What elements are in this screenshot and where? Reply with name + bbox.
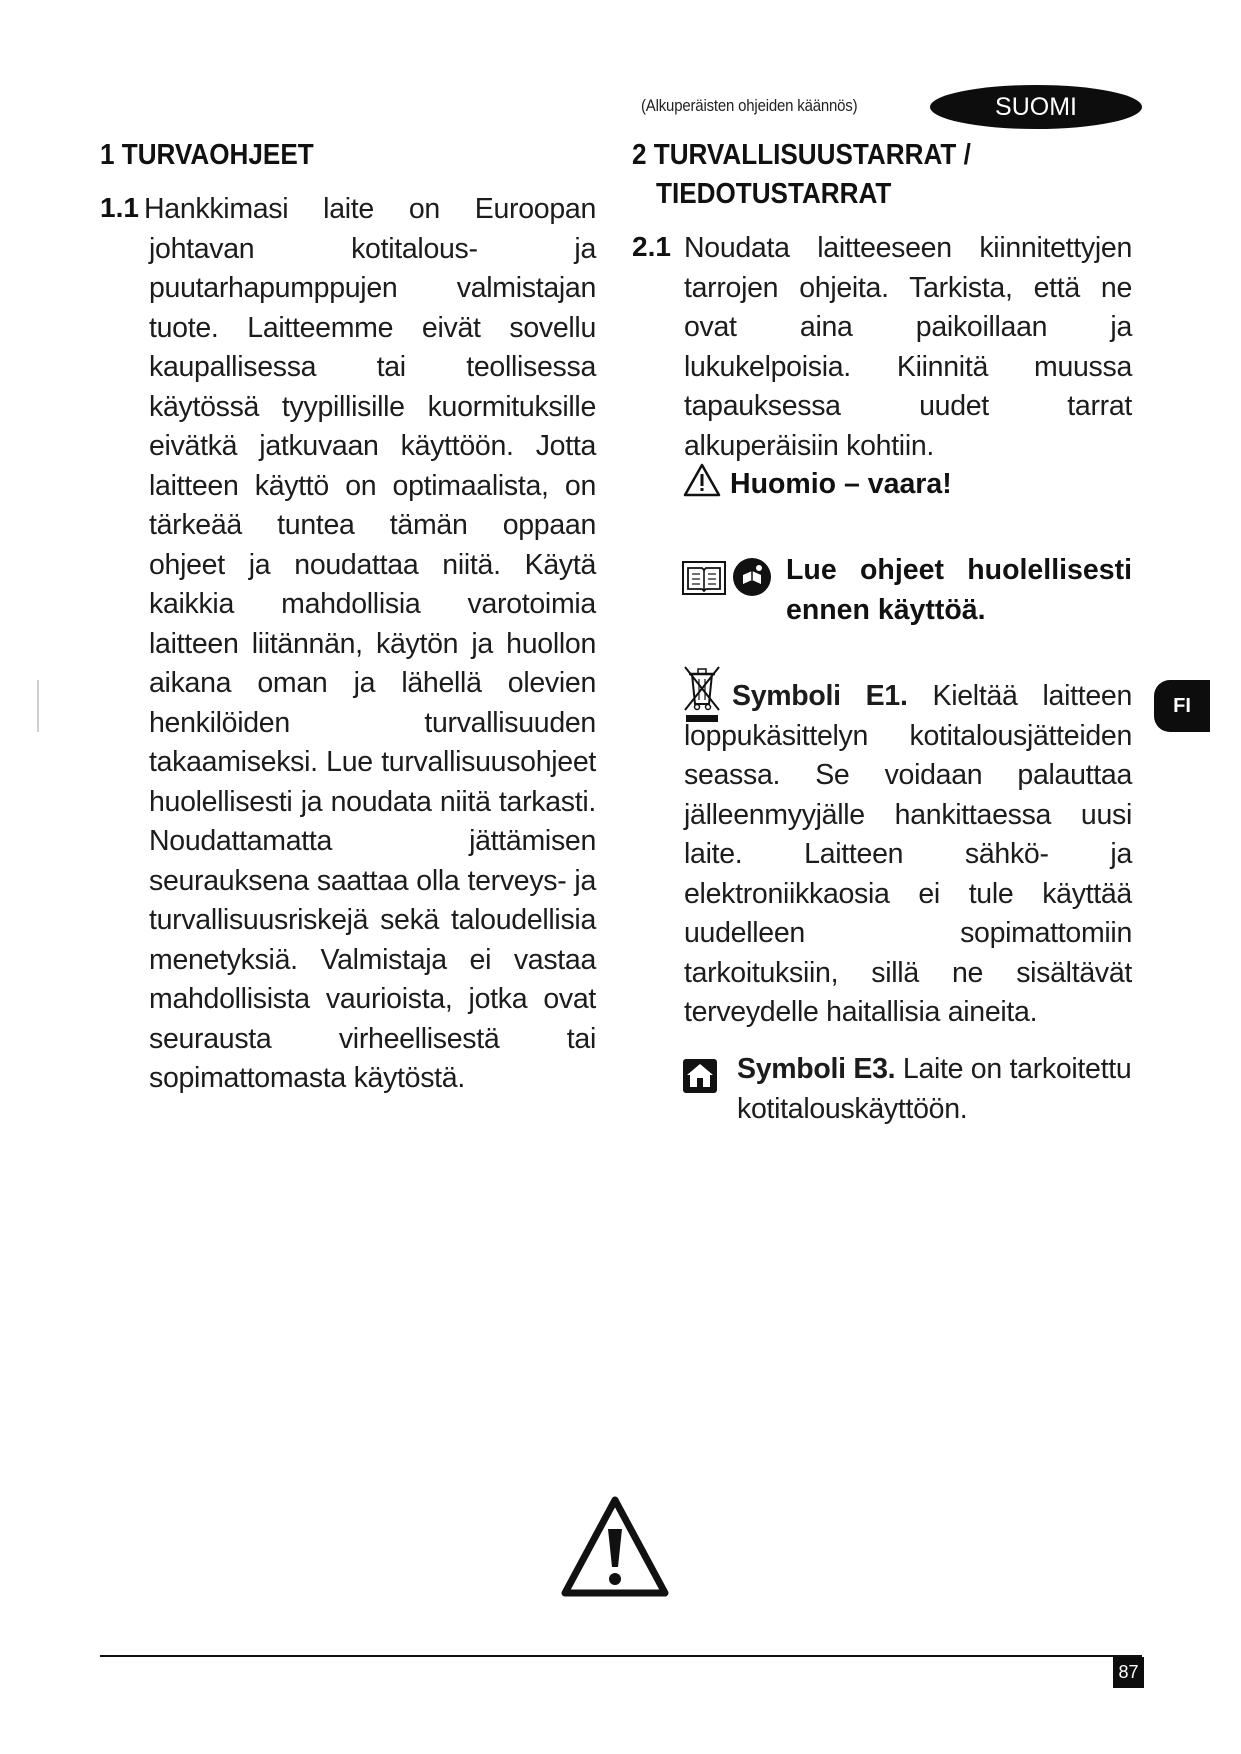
warning-text: Huomio – vaara! — [730, 468, 952, 500]
house-icon — [682, 1058, 718, 1094]
item-1-1-number: 1.1 — [100, 192, 139, 223]
language-side-tab: FI — [1154, 680, 1210, 732]
symbol-e3-label: Symboli E3. — [737, 1053, 896, 1085]
section-2-heading-line1: 2 TURVALLISUUSTARRAT / — [632, 139, 971, 171]
large-warning-triangle-icon — [560, 1495, 670, 1599]
symbol-e1-paragraph — [684, 677, 1132, 1033]
symbol-e3-text: Laite on tarkoitettu kotitalouskäyttöön. — [737, 1053, 1132, 1125]
section-1-heading: 1 TURVAOHJEET — [100, 139, 314, 171]
warning-triangle-icon — [683, 463, 721, 497]
language-badge: SUOMI — [930, 85, 1142, 129]
symbol-e1-text: Kieltää laitteen loppukäsittelyn kotitalousjätteiden seassa. Se voidaan palauttaa jälleenmyyjälle hankittaessa uusi laite. Laitteen sähkö- ja elektroniikkaosia ei tule käyttää uudelleen sopimattomiin tarkoituksiin, sillä ne sisältävät terveydelle haitallisia aineita. — [684, 680, 1132, 1028]
item-1-1-text: Hankkimasi laite on Euroopan johtavan kotitalous- ja puutarhapumppujen valmistajan tuote. Laitteemme eivät sovellu kaupallisessa tai teollisessa käytössä tyypillisille kuormituksille eivätkä jatkuvaan käyttöön. Jotta laitteen käyttö on optimaalista, on tärkeää tuntea tämän oppaan ohjeet ja noudattaa niitä. Käytä kaikkia mahdollisia varotoimia laitteen liitännän, käytön ja huollon aikana oman ja lähellä olevien henkilöiden turvallisuuden takaamiseksi. Lue turvallisuusohjeet huolellisesti ja noudata niitä tarkasti. Noudattamatta jättämisen seurauksena saattaa olla terveys- ja turvallisuusriskejä sekä taloudellisia menetyksiä. Valmistaja ei vastaa mahdollisista vaurioista, jotka ovat seurausta virheellisestä tai sopimattomasta käytöstä. — [144, 193, 596, 1094]
read-manual-icon — [732, 557, 772, 597]
page-number: 87 — [1113, 1657, 1144, 1688]
item-2-1-number: 2.1 — [632, 231, 671, 262]
book-icon — [682, 560, 726, 596]
footer-rule — [100, 1655, 1142, 1657]
translation-note: (Alkuperäisten ohjeiden käännös) — [641, 96, 858, 115]
item-2-1-text: Noudata laitteeseen kiinnitettyjen tarrojen ohjeita. Tarkista, että ne ovat aina paikoillaan ja lukukelpoisia. Kiinnitä muussa tapauksessa uudet tarrat alkuperäisiin kohtiin. — [684, 232, 1132, 462]
symbol-e1-label: Symboli E1. — [732, 680, 908, 712]
symbol-e3-paragraph — [737, 1050, 1132, 1129]
section-2-heading-line2: TIEDOTUSTARRAT — [656, 178, 892, 210]
read-instructions-text: Lue ohjeet huolellisesti ennen käyttöä. — [786, 554, 1132, 626]
margin-mark — [37, 680, 39, 732]
